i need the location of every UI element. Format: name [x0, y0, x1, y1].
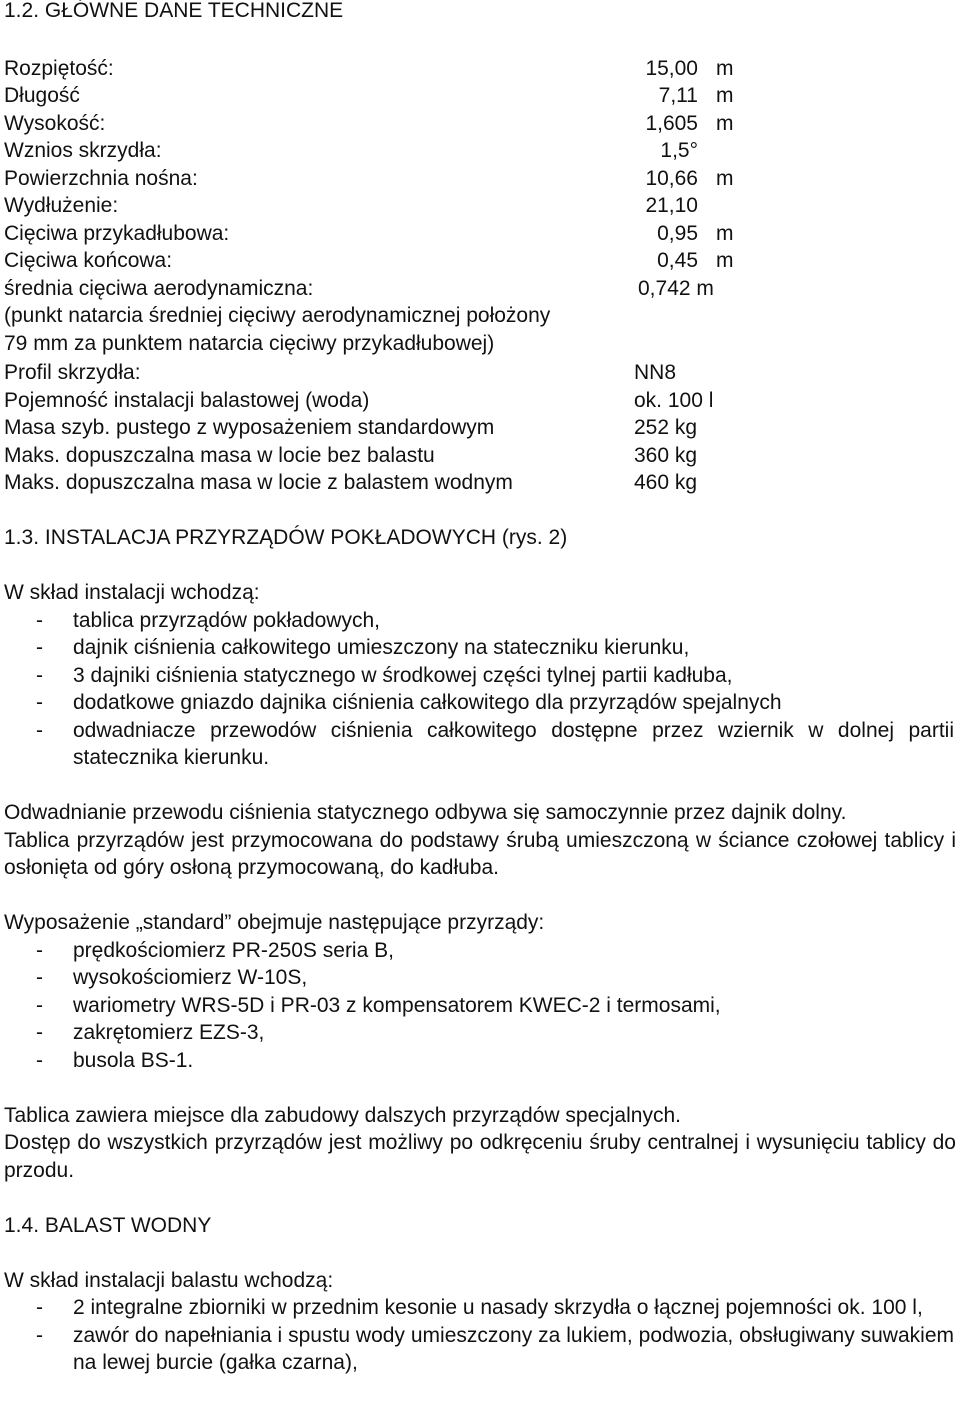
spec-value: 10,66 m	[645, 166, 734, 190]
paragraph: Wyposażenie „standard” obejmuje następujące przyrządy:	[4, 911, 545, 934]
paragraph: Tablica zawiera miejsce dla zabudowy dalszych przyrządów specjalnych.	[4, 1103, 681, 1127]
spec-row	[4, 247, 956, 275]
spec-value: 360 kg	[634, 443, 698, 467]
spec-label: Powierzchnia nośna:	[4, 166, 198, 190]
paragraph: W skład instalacji balastu wchodzą:	[4, 1268, 334, 1292]
list-item: - dodatkowe gniazdo dajnika ciśnienia całkowitego dla przyrządów spejalnych	[36, 691, 782, 714]
spec-label: Wydłużenie:	[4, 194, 119, 217]
bullet-list	[4, 607, 956, 772]
list-item: - prędkościomierz PR-250S seria B,	[36, 938, 394, 962]
spec-row	[4, 220, 956, 248]
spec-row	[4, 82, 956, 110]
spec-row	[4, 110, 956, 138]
spec-label: Wznios skrzydła:	[4, 139, 162, 162]
spec-note: (punkt natarcia średniej cięciwy aerodynamicznej położony	[4, 304, 551, 327]
spec-row	[4, 55, 956, 83]
spec-value: 1,605 m	[645, 111, 734, 135]
spec-row	[4, 275, 956, 303]
spec-value: 0,45 m	[657, 249, 734, 272]
list-item: - dajnik ciśnienia całkowitego umieszczony na stateczniku kierunku,	[36, 636, 690, 659]
spec-label: Maks. dopuszczalna masa w locie bez balastu	[4, 443, 435, 467]
spec-value: 7,11 m	[658, 84, 734, 107]
spec-label: Wysokość:	[4, 111, 106, 135]
spec-label: Rozpiętość:	[4, 56, 114, 80]
section-heading-instruments: 1.3. INSTALACJA PRZYRZĄDÓW POKŁADOWYCH (rys. 2)	[4, 526, 568, 549]
paragraph: Tablica przyrządów jest przymocowana do podstawy śrubą umieszczoną w ściance czołowej tablicy i osłonięta od góry osłoną przymocowaną, do kadłuba.	[4, 828, 956, 879]
spec-label: Długość	[4, 84, 80, 107]
spec-label: Profil skrzydła:	[4, 361, 141, 384]
spec-row	[4, 414, 956, 442]
spec-value: NN8	[634, 361, 677, 384]
list-item: - odwadniacze przewodów ciśnienia całkowitego dostępne przez wziernik w dolnej partii statecznika kierunku.	[36, 718, 954, 769]
spec-label: Pojemność instalacji balastowej (woda)	[4, 388, 370, 412]
equipment-list	[4, 937, 956, 1075]
list-item: - zakrętomierz EZS-3,	[36, 1021, 265, 1044]
spec-label: średnia cięciwa aerodynamiczna:	[4, 276, 314, 300]
spec-value: 0,742 m	[638, 276, 714, 300]
spec-row	[4, 442, 956, 470]
spec-row	[4, 387, 956, 415]
list-item: - 3 dajniki ciśnienia statycznego w środkowej części tylnej partii kadłuba,	[36, 663, 733, 687]
ballast-list	[4, 1294, 956, 1377]
spec-table	[4, 55, 956, 497]
spec-value: 0,95 m	[657, 221, 734, 245]
list-item: - tablica przyrządów pokładowych,	[36, 608, 380, 632]
paragraph: Odwadnianie przewodu ciśnienia statycznego odbywa się samoczynnie przez dajnik dolny.	[4, 801, 847, 824]
spec-value: 252 kg	[634, 416, 698, 439]
paragraph: W skład instalacji wchodzą:	[4, 581, 260, 604]
list-item: - zawór do napełniania i spustu wody umieszczony za lukiem, podwozia, obsługiwany suwakiem na lewej burcie (gałka czarna),	[36, 1323, 954, 1374]
spec-row	[4, 469, 956, 497]
spec-value: 1,5°	[660, 139, 698, 162]
spec-value: 21,10	[645, 194, 698, 217]
spec-label: Masa szyb. pustego z wyposażeniem standardowym	[4, 416, 495, 439]
list-item: - wysokościomierz W-10S,	[36, 966, 308, 989]
spec-label: Maks. dopuszczalna masa w locie z balastem wodnym	[4, 471, 513, 494]
spec-value: 460 kg	[634, 471, 698, 494]
spec-label: Cięciwa końcowa:	[4, 249, 173, 272]
spec-value: ok. 100 l	[634, 388, 714, 412]
spec-label: Cięciwa przykadłubowa:	[4, 221, 230, 245]
spec-row	[4, 359, 956, 387]
spec-row	[4, 192, 956, 220]
list-item: - busola BS-1.	[36, 1048, 194, 1072]
spec-note: 79 mm za punktem natarcia cięciwy przykadłubowej)	[4, 331, 495, 355]
spec-row	[4, 165, 956, 193]
section-heading-water-ballast: 1.4. BALAST WODNY	[4, 1213, 212, 1237]
list-item: - wariometry WRS-5D i PR-03 z kompensatorem KWEC-2 i termosami,	[36, 993, 721, 1017]
list-item: - 2 integralne zbiorniki w przednim kesonie u nasady skrzydła o łącznej pojemności ok. 100 l,	[36, 1296, 923, 1319]
section-heading-main-specs: 1.2. GŁÓWNE DANE TECHNICZNE	[4, 0, 344, 22]
paragraph: Dostęp do wszystkich przyrządów jest możliwy po odkręceniu śruby centralnej i wysunięciu tablicy do przodu.	[4, 1131, 956, 1182]
spec-row	[4, 137, 956, 165]
spec-value: 15,00 m	[645, 56, 734, 80]
